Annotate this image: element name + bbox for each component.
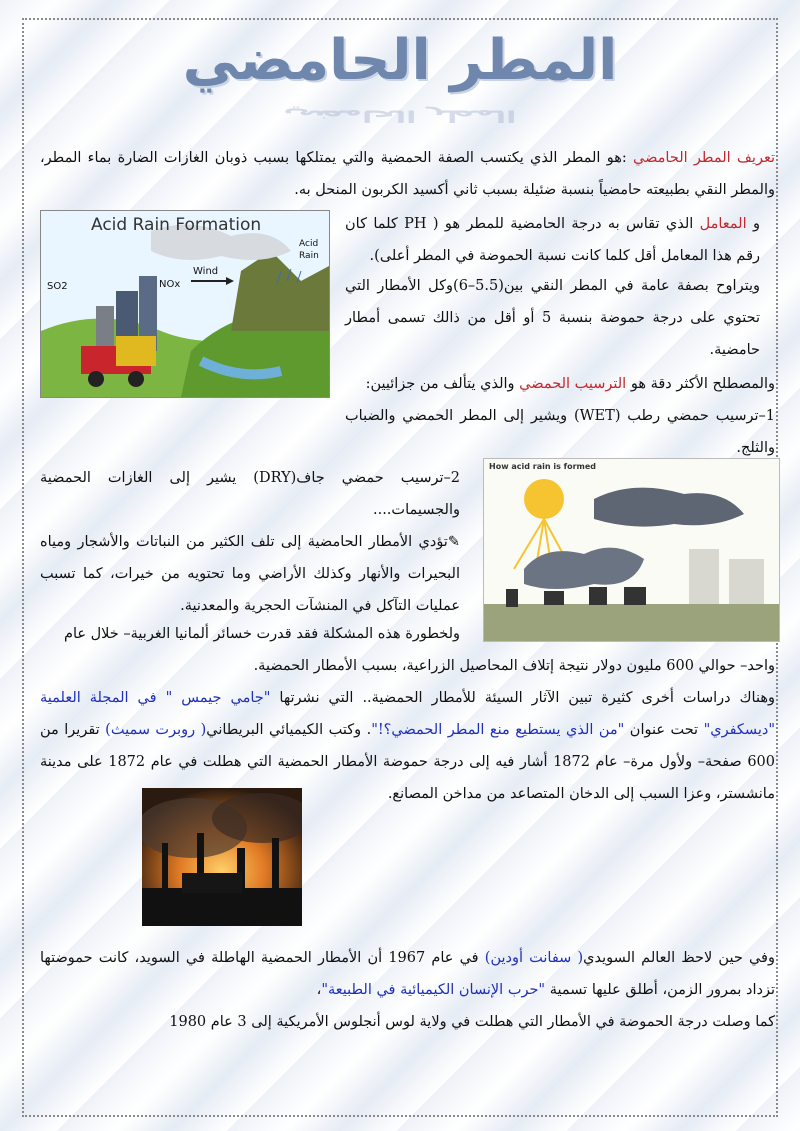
- studies-mid: تحت عنوان: [624, 722, 704, 738]
- germany-paragraph-line1: [40, 618, 460, 650]
- germany-paragraph-line2: [40, 650, 775, 682]
- sweden-war-title: "حرب الإنسان الكيميائية في الطبيعة": [321, 982, 546, 998]
- sweden-end: ،: [316, 982, 322, 998]
- germany-text-b: واحد– حوالي 600 مليون دولار نتيجة إتلاف المحاصيل الزراعية، بسبب الأمطار الحمضية.: [253, 658, 775, 674]
- deposition-text: والذي يتألف من جزائيين:: [365, 376, 520, 392]
- page-title: المطر الحامضي: [182, 28, 618, 93]
- definition-paragraph: [40, 142, 775, 206]
- factory-smoke-image: [142, 788, 302, 926]
- range-text: ويتراوح بصفة عامة في المطر النقي بين(5.5–6)وكل الأمطار التي تحتوي على درجة حموضة بنسبة 5 أو أقل من ذالك تسمى أمطار حامضية.: [345, 278, 761, 358]
- effects-paragraph: [40, 526, 460, 622]
- studies-mid2: . وكتب الكيميائي البريطاني: [206, 722, 372, 738]
- title-reflection: المطر الحامضي: [283, 105, 517, 126]
- definition-text: :هو المطر الذي يكتسب الصفة الحمضية والتي يمتلكها بسبب ذوبان الغازات الضارة بماء المطر، والمطر النقي بطبيعته حامضياً بنسبة ضئيلة بسبب ثاني أكسيد الكربون المنحل به.: [40, 150, 775, 198]
- image1-so2-label: SO2: [47, 281, 68, 292]
- dry-deposition-paragraph: [40, 462, 460, 526]
- studies-article-title: "من الذي يستطيع منع المطر الحمضي؟!": [371, 722, 625, 738]
- sweden-scientist: ( سفانت أودين): [484, 950, 584, 966]
- deposition-paragraph: [345, 368, 775, 400]
- studies-chemist: ( روبرت سميث): [105, 722, 207, 738]
- ph-text: الذي تقاس به درجة الحامضية للمطر هو ( PH كلما كان رقم هذا المعامل أقل كلما كانت نسبة الحموضة في المطر أعلى).: [345, 216, 760, 264]
- germany-text-a: ولخطورة هذه المشكلة فقد قدرت خسائر ألمانيا الغربية– خلال عام: [63, 626, 460, 642]
- image1-wind-label: Wind: [193, 266, 219, 277]
- image1-nox-label: NOx: [159, 279, 181, 290]
- studies-pre: وهناك دراسات أخرى كثيرة تبين الآثار السيئة للأمطار الحمضية.. التي نشرتها: [270, 690, 775, 706]
- studies-end: تقريرا من 600 صفحة– ولأول مرة– عام 1872 أشار فيه إلى درجة حموضة الأمطار الحمضية التي هطلت في عام 1872 على مدينة مانشستر، وعزا السبب إلى الدخان المتصاعد من مداخن المصانع.: [40, 722, 775, 802]
- ph-pre: و: [746, 216, 760, 232]
- sweden-paragraph: [40, 942, 775, 1006]
- deposition-label: الترسيب الحمضي: [519, 376, 627, 392]
- image2-title: How acid rain is formed: [489, 462, 597, 471]
- image1-title: Acid Rain Formation: [91, 215, 262, 235]
- sweden-mid: في عام 1967 أن الأمطار الحمضية الهاطلة في السويد، كانت حموضتها تزداد بمرور الزمن، أطلق عليها تسمية: [40, 950, 775, 998]
- sweden-pre: وفي حين لاحظ العالم السويدي: [583, 950, 775, 966]
- ph-label: المعامل: [699, 216, 747, 232]
- definition-label: تعريف المطر الحامضي: [633, 150, 775, 166]
- image1-rain-label: Rain: [299, 251, 319, 261]
- range-paragraph: [345, 270, 760, 366]
- leaf-bullet-icon: ✎: [447, 534, 460, 550]
- page-title-block: [150, 28, 650, 138]
- image1-acid-label: Acid: [299, 239, 319, 249]
- dry-deposition-text: 2–ترسيب حمضي جاف(DRY) يشير إلى الغازات الحمضية والجسيمات....: [40, 470, 460, 518]
- wet-deposition-text: 1–ترسيب حمضي رطب (WET) ويشير إلى المطر الحمضي والضباب والثلج.: [345, 408, 775, 456]
- acid-rain-formation-image: [40, 210, 330, 398]
- ph-paragraph: [345, 208, 760, 272]
- los-angeles-paragraph: [40, 1006, 775, 1038]
- los-angeles-text: كما وصلت درجة الحموضة في الأمطار التي هطلت في ولاية لوس أنجلوس الأمريكية إلى 3 عام 1980: [169, 1014, 775, 1030]
- how-acid-rain-formed-image: [483, 458, 780, 642]
- effects-text: تؤدي الأمطار الحامضية إلى تلف الكثير من النباتات والأشجار ومياه البحيرات والأنهار وكذلك الأراضي وما تحتويه من خيرات، كما تسبب عمليات التآكل في المنشآت الحجرية والمعدنية.: [40, 534, 460, 614]
- studies-journal: "جامي جيمس " في المجلة العلمية "ديسكفري": [40, 690, 776, 738]
- wet-deposition-paragraph: [345, 400, 775, 464]
- deposition-pre: والمصطلح الأكثر دقة هو: [626, 376, 775, 392]
